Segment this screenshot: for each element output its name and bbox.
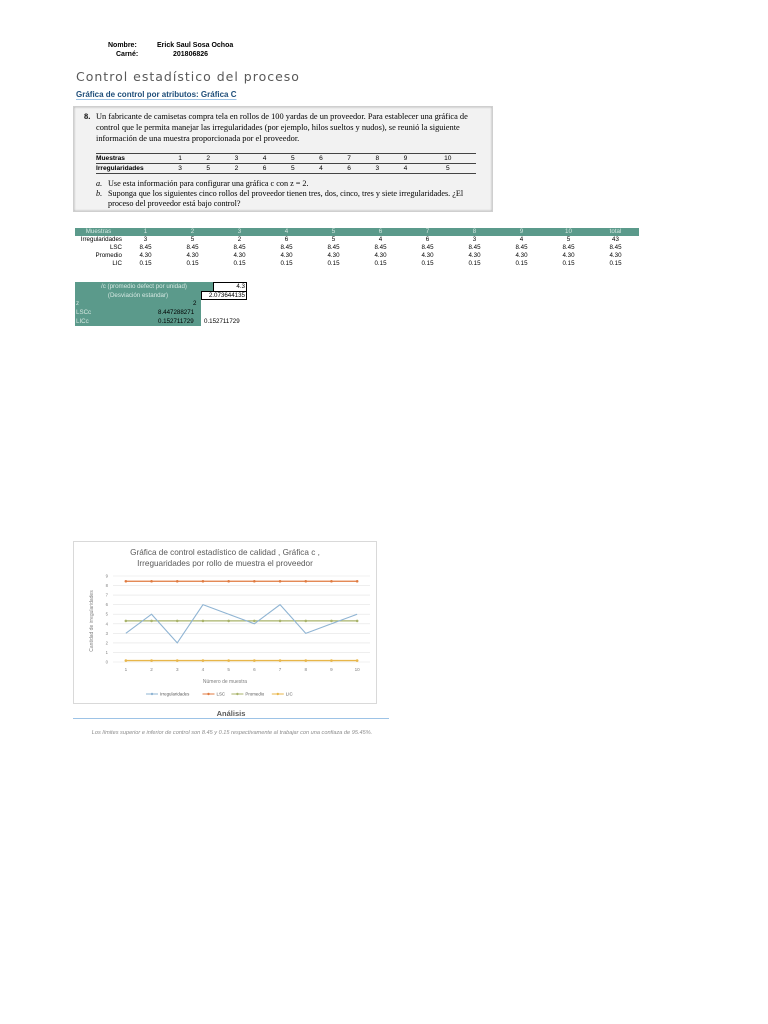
data-table-cell: 4.30: [421, 252, 434, 259]
data-table-cell: 5: [566, 236, 571, 243]
chart-point-lsc: [150, 580, 153, 583]
data-table-cell: 4: [519, 236, 524, 243]
problem-table-cell: 6: [307, 154, 335, 164]
chart-point-promedio: [304, 620, 307, 623]
chart-point-promedio: [150, 620, 153, 623]
data-table-header-cell: 7: [404, 228, 451, 236]
data-table-header-cell: 6: [357, 228, 404, 236]
problem-table-row1-label: Muestras: [96, 154, 166, 164]
problem-table-cell: 2: [222, 164, 250, 174]
chart-point-lsc: [227, 580, 230, 583]
chart-y-ticks: [106, 574, 109, 665]
data-table-cell: 0.15: [186, 260, 199, 267]
problem-table-cell: 2: [194, 154, 222, 164]
data-table-cell: 0.15: [609, 260, 622, 267]
chart-y-tick-label: 0: [105, 659, 108, 665]
data-table-cell: 5: [331, 236, 336, 243]
item-a-marker: a.: [96, 179, 103, 188]
data-table-row-label: Promedio: [95, 252, 122, 259]
control-chart-svg: [74, 542, 376, 703]
chart-x-ticks: [125, 667, 361, 672]
data-table-cell: 4.30: [515, 252, 528, 259]
control-chart: [73, 541, 377, 704]
data-table-cell: 8.45: [139, 244, 152, 251]
chart-y-tick-label: 4: [105, 621, 108, 627]
data-table-cell: 4.30: [562, 252, 575, 259]
problem-table-cell: 6: [335, 164, 363, 174]
chart-x-tick-label: 4: [201, 667, 205, 672]
chart-x-tick-label: 7: [278, 667, 282, 672]
lsc-label: LSCc: [76, 309, 92, 316]
data-table-cell: 8.45: [562, 244, 575, 251]
problem-table-cell: 8: [363, 154, 391, 164]
data-table-cell: 8.45: [327, 244, 340, 251]
problem-table-cell: 5: [420, 164, 476, 174]
data-table-row-label: LIC: [112, 260, 122, 267]
problem-table-cell: 10: [420, 154, 476, 164]
data-table-cell: 0.15: [280, 260, 293, 267]
data-table-cell: 8.45: [374, 244, 387, 251]
data-table-cell: 4.30: [280, 252, 293, 259]
chart-legend-marker: [236, 693, 238, 695]
data-table-cell: 0.15: [468, 260, 481, 267]
data-table-cell: 8.45: [468, 244, 481, 251]
data-table-cell: 0.15: [233, 260, 246, 267]
data-table-header-cell: 8: [451, 228, 498, 236]
chart-y-tick-label: 9: [105, 573, 108, 579]
data-table-header-cell: 5: [310, 228, 357, 236]
data-table-cell: 0.15: [562, 260, 575, 267]
chart-y-tick-label: 6: [105, 602, 108, 608]
chart-x-tick-label: 5: [227, 667, 230, 672]
problem-table-cell: 4: [391, 164, 419, 174]
cbar-value: 4.3: [213, 282, 247, 291]
chart-point-lic: [304, 659, 307, 662]
data-table-cell: 2: [237, 236, 242, 243]
chart-point-promedio: [253, 620, 256, 623]
chart-legend: [146, 692, 293, 697]
z-value: 2: [193, 300, 197, 307]
sd-value: 2.073644135: [201, 291, 247, 300]
chart-point-lic: [125, 659, 128, 662]
chart-point-promedio: [227, 620, 230, 623]
data-table-header-cell: 4: [263, 228, 310, 236]
data-table-header-label: Muestras: [75, 228, 122, 236]
chart-point-lsc: [176, 580, 179, 583]
chart-point-lsc: [202, 580, 205, 583]
data-table-cell: 4.30: [468, 252, 481, 259]
data-table-header-cell: 2: [169, 228, 216, 236]
data-table-cell: 6: [284, 236, 289, 243]
chart-point-lsc: [356, 580, 359, 583]
problem-item-b: [96, 189, 481, 209]
data-table-cell: 0.15: [421, 260, 434, 267]
data-table-cell: 4: [378, 236, 383, 243]
data-table-header-cell: 1: [122, 228, 169, 236]
item-b-marker: b.: [96, 189, 103, 198]
chart-point-lic: [227, 659, 230, 662]
data-table-cell: 3: [472, 236, 477, 243]
analysis-title: Análisis: [216, 709, 246, 718]
data-table-cell: 4.30: [186, 252, 199, 259]
problem-table-cell: 5: [194, 164, 222, 174]
chart-point-promedio: [330, 620, 333, 623]
data-table-row-label: Irregularidades: [80, 236, 122, 243]
sd-label: (Desviación estandar): [75, 291, 201, 300]
chart-point-lic: [202, 659, 205, 662]
lic-value-2: 0.152711729: [204, 318, 240, 325]
chart-point-promedio: [125, 620, 128, 623]
chart-x-tick-label: 9: [330, 667, 333, 672]
chart-y-tick-label: 2: [105, 640, 108, 646]
chart-x-tick-label: 3: [175, 667, 179, 672]
chart-point-lic: [330, 659, 333, 662]
id-value: 201806826: [173, 51, 209, 58]
chart-legend-marker: [207, 693, 209, 695]
chart-legend-marker: [151, 693, 153, 695]
data-table-cell: 43: [612, 236, 619, 243]
problem-table-cell: 3: [363, 164, 391, 174]
chart-title-line1: Gráfica de control estadístico de calidad , Gráfica c ,: [130, 548, 320, 557]
chart-point-lsc: [330, 580, 333, 583]
chart-x-label: Número de muestra: [202, 679, 248, 685]
problem-table: [96, 153, 476, 174]
data-table-header-cell: 10: [545, 228, 592, 236]
problem-table-row2-label: Irregularidades: [96, 164, 166, 174]
data-table-cell: 8.45: [280, 244, 293, 251]
chart-y-tick-label: 8: [105, 583, 108, 589]
data-table-row: [75, 236, 639, 244]
data-table-cell: 0.15: [139, 260, 152, 267]
chart-point-lic: [279, 659, 282, 662]
chart-point-lsc: [253, 580, 256, 583]
chart-legend-label: LSC: [216, 691, 226, 697]
problem-table-cell: 3: [222, 154, 250, 164]
lic-label: LICc: [76, 318, 89, 325]
chart-point-promedio: [356, 620, 359, 623]
chart-point-promedio: [202, 620, 205, 623]
problem-number: 8.: [84, 112, 91, 121]
data-table-row: [75, 244, 639, 252]
data-table-cell: 8.45: [421, 244, 434, 251]
chart-legend-label: LIC: [285, 691, 293, 697]
data-table-cell: 8.45: [515, 244, 528, 251]
data-table: [75, 228, 639, 268]
data-table-header-cell: 3: [216, 228, 263, 236]
data-table-cell: 4.30: [327, 252, 340, 259]
chart-legend-label: Irregularidades: [160, 691, 190, 697]
lic-value: 0.152711729: [158, 318, 194, 325]
item-a-text: Use esta información para configurar una gráfica c con z = 2.: [108, 179, 309, 188]
chart-x-tick-label: 2: [150, 667, 153, 672]
cbar-label: /c (promedio defect por unidad): [75, 282, 213, 291]
chart-title-line2: Irreguaridades por rollo de muestra el proveedor: [137, 559, 313, 568]
chart-point-lic: [150, 659, 153, 662]
chart-x-tick-label: 1: [124, 667, 128, 672]
z-label: z: [76, 300, 80, 307]
chart-x-tick-label: 8: [304, 667, 308, 672]
chart-point-lic: [176, 659, 179, 662]
problem-table-cell: 6: [251, 164, 279, 174]
data-table-header-cell: total: [592, 228, 639, 236]
chart-point-lic: [356, 659, 359, 662]
data-table-cell: 4.30: [139, 252, 152, 259]
chart-point-lsc: [279, 580, 282, 583]
problem-table-cell: 9: [391, 154, 419, 164]
problem-item-a: [96, 179, 481, 189]
problem-table-cell: 5: [279, 164, 307, 174]
chart-point-lsc: [125, 580, 128, 583]
analysis-divider: [73, 718, 389, 719]
problem-table-cell: 4: [307, 164, 335, 174]
data-table-cell: 8.45: [233, 244, 246, 251]
chart-y-label: Cantidad de irregularidades: [89, 590, 95, 652]
data-table-header-cell: 9: [498, 228, 545, 236]
data-table-cell: 8.45: [609, 244, 622, 251]
chart-point-lic: [253, 659, 256, 662]
data-table-cell: 4.30: [609, 252, 622, 259]
name-label: Nombre:: [108, 42, 137, 49]
data-table-cell: 8.45: [186, 244, 199, 251]
chart-y-tick-label: 7: [105, 592, 108, 598]
data-table-row: [75, 260, 639, 268]
data-table-cell: 0.15: [515, 260, 528, 267]
chart-point-promedio: [279, 620, 282, 623]
chart-point-lsc: [304, 580, 307, 583]
chart-y-tick-label: 1: [105, 649, 108, 655]
data-table-cell: 5: [190, 236, 195, 243]
page-title: Control estadístico del proceso: [76, 69, 300, 84]
item-b-text: Suponga que los siguientes cinco rollos del proveedor tienen tres, dos, cinco, tres y siete irregularidades. ¿El proceso del proveedor está bajo control?: [108, 189, 464, 208]
chart-y-tick-label: 3: [105, 630, 108, 636]
data-table-row: [75, 252, 639, 260]
chart-y-tick-label: 5: [105, 611, 108, 617]
problem-statement: [73, 106, 493, 212]
lsc-value: 8.447288271: [158, 309, 195, 316]
chart-x-tick-label: 10: [354, 667, 360, 672]
problem-table-cell: 3: [166, 164, 194, 174]
id-label: Carné:: [116, 51, 139, 58]
problem-table-cell: 1: [166, 154, 194, 164]
data-table-row-label: LSC: [109, 244, 122, 251]
problem-table-cell: 5: [279, 154, 307, 164]
data-table-cell: 4.30: [233, 252, 246, 259]
chart-series: [125, 580, 359, 662]
chart-legend-label: Promedio: [245, 691, 265, 697]
data-table-cell: 6: [425, 236, 430, 243]
chart-x-tick-label: 6: [253, 667, 256, 672]
problem-table-cell: 4: [251, 154, 279, 164]
name-value: Erick Saul Sosa Ochoa: [157, 42, 234, 49]
page-subtitle: Gráfica de control por atributos: Gráfica C: [76, 90, 237, 99]
analysis-text: Los límites superior e inferior de control son 8.45 y 0.15 respectivamente al trabajar con una confiaza de 95.45%.: [91, 730, 373, 736]
problem-text: Un fabricante de camisetas compra tela en rollos de 100 yardas de un proveedor. Para establecer una gráfica de control que le permita manejar las irregularidades (por ejemplo, hilos sueltos y nudos), se reunió la siguiente información de una muestra proporcionada por el proveedor.: [96, 112, 468, 143]
problem-table-cell: 7: [335, 154, 363, 164]
data-table-cell: 0.15: [374, 260, 387, 267]
data-table-cell: 4.30: [374, 252, 387, 259]
data-table-cell: 3: [143, 236, 148, 243]
data-table-cell: 0.15: [327, 260, 340, 267]
chart-point-promedio: [176, 620, 179, 623]
chart-legend-marker: [277, 693, 279, 695]
